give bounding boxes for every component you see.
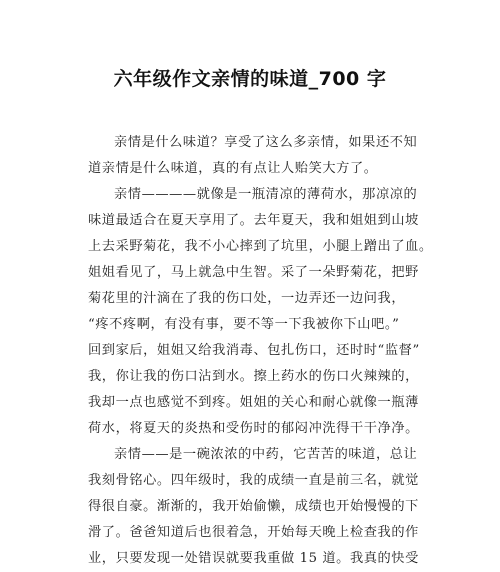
body-line: 荷水，将夏天的炎热和受伤时的郁闷冲洗得干干净净。: [88, 421, 419, 436]
body-line: 上去采野菊花，我不小心摔到了坑里，小腿上蹭出了血。: [88, 239, 433, 254]
body-line: “疼不疼啊，有没有事，要不等一下我被你下山吧。”: [88, 317, 400, 332]
body-line: 亲情——是一碗浓浓的中药，它苦苦的味道，总让: [114, 447, 418, 462]
body-line: 得很自豪。渐渐的，我开始偷懒，成绩也开始慢慢的下: [88, 499, 419, 514]
body-line: 滑了。爸爸知道后也很着急，开始每天晚上检查我的作: [88, 525, 419, 540]
document-title: 六年级作文亲情的味道_700 字: [113, 68, 387, 90]
body-line: 亲情————就像是一瓶清凉的薄荷水，那凉凉的: [114, 187, 418, 202]
body-line: 业，只要发现一处错误就要我重做 15 道。我真的快受: [88, 551, 419, 566]
body-line: 菊花里的汁滴在了我的伤口处，一边弄还一边问我，: [88, 291, 406, 306]
body-line: 我刻骨铭心。四年级时，我的成绩一直是前三名，就觉: [88, 473, 419, 488]
body-line: 我却一点也感觉不到疼。姐姐的关心和耐心就像一瓶薄: [88, 395, 419, 410]
body-line: 亲情是什么味道？享受了这么多亲情，如果还不知: [114, 135, 418, 150]
body-line: 回到家后，姐姐又给我消毒、包扎伤口，还时时“监督”: [88, 343, 420, 358]
body-line: 道亲情是什么味道，真的有点让人贻笑大方了。: [88, 161, 378, 176]
body-line: 姐姐看见了，马上就急中生智。采了一朵野菊花，把野: [88, 265, 419, 280]
body-line: 我，你让我的伤口沾到水。擦上药水的伤口火辣辣的，: [88, 369, 419, 384]
document-body: [88, 130, 433, 572]
body-line: 味道最适合在夏天享用了。去年夏天，我和姐姐到山坡: [88, 213, 419, 228]
